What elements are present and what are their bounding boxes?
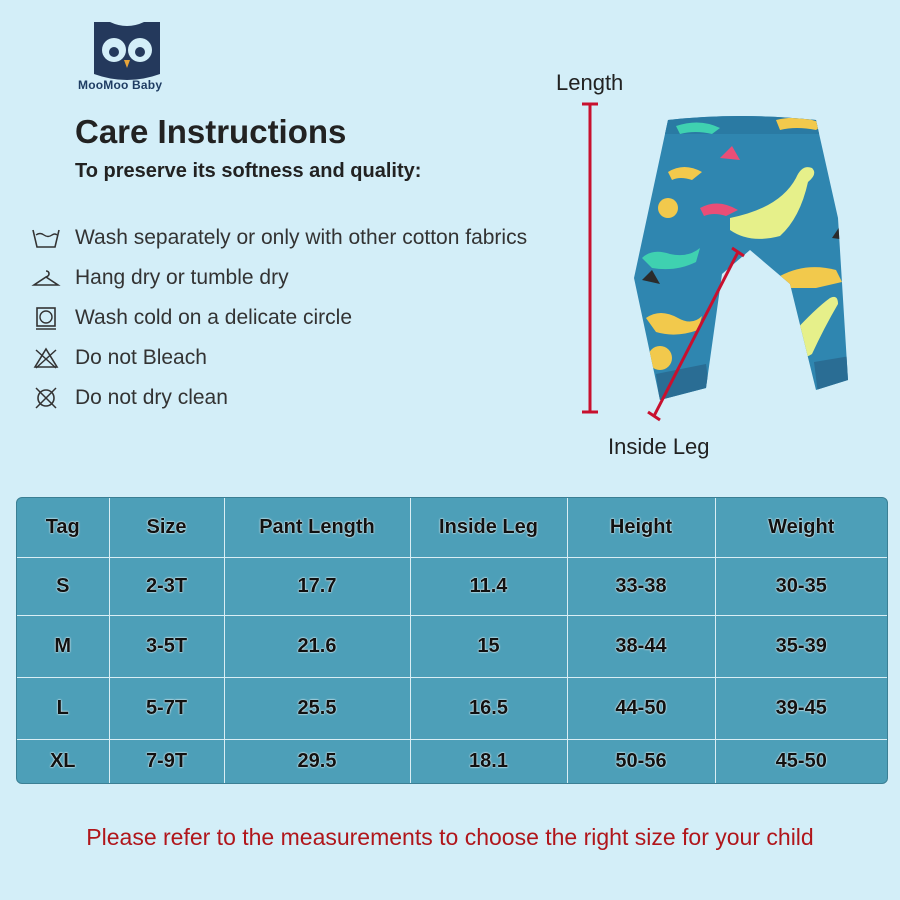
table-header-row (17, 498, 887, 557)
header-inside-leg: Inside Leg (410, 498, 567, 557)
table-cell: 44-50 (567, 677, 715, 739)
brand-name: MooMoo Baby (78, 78, 163, 92)
table-row (17, 615, 887, 677)
table-cell: S (17, 557, 109, 615)
table-cell: 16.5 (410, 677, 567, 739)
care-item-text: Hang dry or tumble dry (75, 266, 289, 289)
table-cell: 3-5T (109, 615, 224, 677)
header-pant-length: Pant Length (224, 498, 410, 557)
care-item-text: Do not dry clean (75, 386, 228, 409)
care-item-text: Wash separately or only with other cotton fabrics (75, 226, 528, 249)
care-item (30, 383, 228, 413)
table-cell: 35-39 (715, 615, 887, 677)
table-cell: 5-7T (109, 677, 224, 739)
table-cell: 2-3T (109, 557, 224, 615)
table-cell: 25.5 (224, 677, 410, 739)
table-cell: L (17, 677, 109, 739)
table-row (17, 677, 887, 739)
header-tag: Tag (17, 498, 109, 557)
table-cell: 30-35 (715, 557, 887, 615)
no-dry-clean-icon (30, 385, 62, 411)
table-row (17, 557, 887, 615)
table-cell: XL (17, 739, 109, 783)
pants-illustration (580, 98, 860, 428)
table-cell: 18.1 (410, 739, 567, 783)
care-subtitle: To preserve its softness and quality: (75, 160, 422, 182)
table-cell: M (17, 615, 109, 677)
tumble-dry-icon (30, 305, 62, 331)
inside-leg-label: Inside Leg (608, 434, 710, 459)
table-cell: 11.4 (410, 557, 567, 615)
care-item (30, 263, 289, 293)
table-cell: 45-50 (715, 739, 887, 783)
table-cell: 29.5 (224, 739, 410, 783)
care-item (30, 303, 352, 333)
table-row (17, 739, 887, 783)
table-cell: 38-44 (567, 615, 715, 677)
care-item-text: Do not Bleach (75, 346, 207, 369)
length-label: Length (556, 70, 624, 95)
table-cell: 17.7 (224, 557, 410, 615)
care-title: Care Instructions (75, 113, 347, 150)
header-weight: Weight (715, 498, 887, 557)
hanger-icon (30, 265, 62, 291)
table-cell: 50-56 (567, 739, 715, 783)
size-table (16, 497, 888, 784)
header-size: Size (109, 498, 224, 557)
header-height: Height (567, 498, 715, 557)
table-cell: 21.6 (224, 615, 410, 677)
table-cell: 15 (410, 615, 567, 677)
table-cell: 33-38 (567, 557, 715, 615)
footer-note: Please refer to the measurements to choose the right size for your child (86, 824, 814, 850)
table-cell: 7-9T (109, 739, 224, 783)
care-item (30, 223, 527, 253)
care-item-text: Wash cold on a delicate circle (75, 306, 353, 329)
no-bleach-icon (30, 345, 62, 371)
table-cell: 39-45 (715, 677, 887, 739)
wash-tub-icon (30, 225, 62, 251)
care-item (30, 343, 207, 373)
